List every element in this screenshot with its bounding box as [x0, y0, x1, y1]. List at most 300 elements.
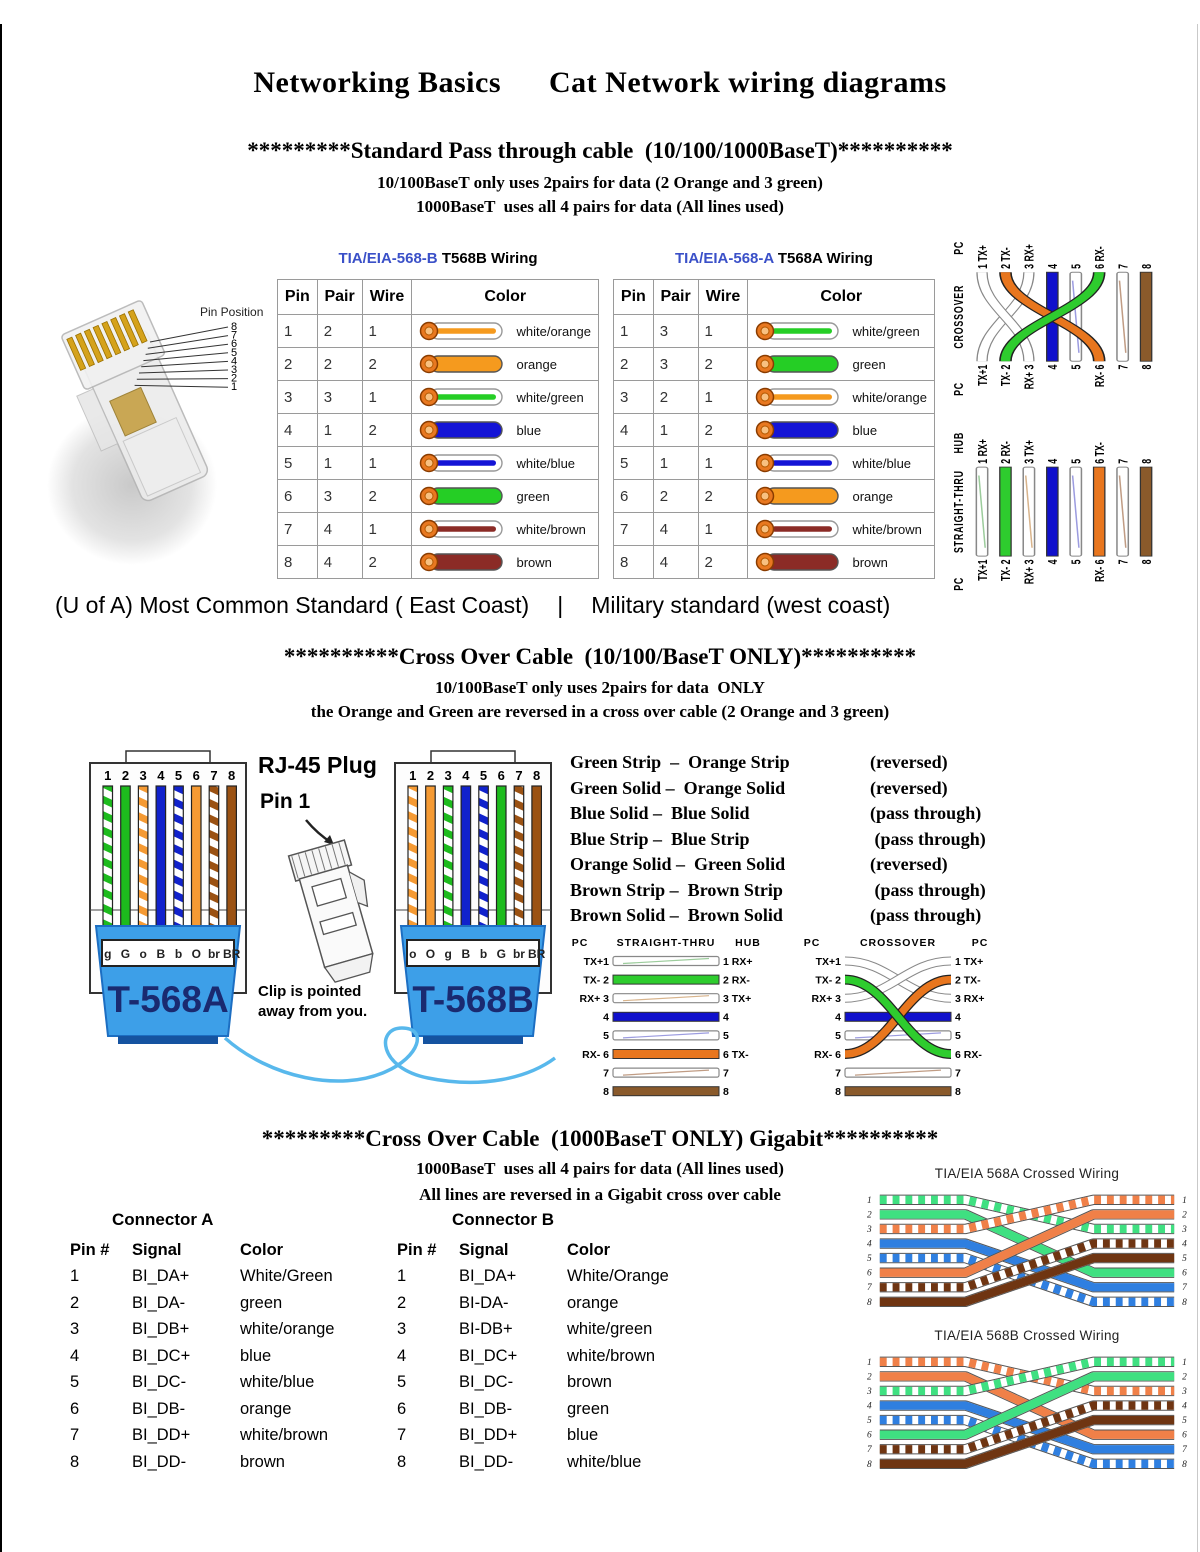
- svg-text:4: 4: [1046, 559, 1061, 565]
- svg-text:6 RX-: 6 RX-: [1093, 246, 1108, 269]
- pin-number: 2: [70, 1293, 80, 1312]
- column-header: Color: [748, 280, 935, 315]
- svg-text:2: 2: [867, 1372, 872, 1383]
- wire-color-capsule: [754, 485, 846, 507]
- svg-text:HUB: HUB: [735, 937, 761, 949]
- wiring-table-title: [277, 250, 599, 267]
- color-cell: [748, 381, 935, 414]
- signal-name: BI-DA-: [459, 1293, 509, 1312]
- table-cell: 2: [698, 480, 748, 513]
- table-cell: 3: [278, 381, 318, 414]
- column-header: Signal: [459, 1240, 509, 1259]
- t568a-wiring-table: [613, 250, 935, 579]
- svg-text:7: 7: [835, 1067, 841, 1080]
- svg-text:4: 4: [231, 355, 238, 368]
- wire-color-capsule: [418, 485, 510, 507]
- wire-color-capsule: [418, 353, 510, 375]
- mapping-note: (pass through): [870, 803, 982, 823]
- pin-number: 8: [70, 1452, 80, 1471]
- mapping-note: (reversed): [870, 777, 948, 798]
- svg-text:PC: PC: [952, 576, 967, 591]
- column-header: Pair: [653, 280, 698, 315]
- svg-text:TX- 2: TX- 2: [999, 559, 1014, 582]
- table-cell: 2: [653, 480, 698, 513]
- table-cell: 5: [278, 447, 318, 480]
- svg-text:8: 8: [955, 1086, 961, 1098]
- svg-text:PC: PC: [952, 240, 967, 255]
- table-row: [278, 348, 599, 381]
- svg-text:7: 7: [955, 1067, 961, 1080]
- section2-heading: **********Cross Over Cable (10/100/BaseT ONLY)**********: [283, 644, 917, 669]
- page-left-edge: [0, 24, 2, 1552]
- table-row: [614, 315, 935, 348]
- table-cell: 4: [317, 513, 362, 546]
- wire-color-label: blue: [516, 422, 542, 438]
- color-cell: [748, 348, 935, 381]
- svg-text:RX+ 3: RX+ 3: [1023, 559, 1038, 585]
- signal-name: BI_DD+: [459, 1426, 518, 1445]
- connector-table-row: [66, 1370, 386, 1397]
- svg-text:O: O: [191, 947, 201, 961]
- table-cell: 1: [362, 381, 412, 414]
- svg-text:6: 6: [1182, 1268, 1187, 1279]
- svg-text:2 TX-: 2 TX-: [999, 247, 1014, 269]
- section3-heading: *********Cross Over Cable (1000BaseT ONLY) Gigabit**********: [261, 1126, 939, 1151]
- pin1-label: Pin 1: [260, 790, 311, 813]
- color-cell: [748, 546, 935, 579]
- wire-color: White/Green: [240, 1267, 333, 1286]
- svg-text:7: 7: [723, 1067, 729, 1080]
- column-header: Color: [567, 1240, 611, 1259]
- svg-text:8: 8: [533, 768, 541, 783]
- svg-text:RX- 6: RX- 6: [814, 1048, 841, 1061]
- svg-text:4: 4: [1046, 263, 1061, 269]
- svg-text:br: br: [207, 947, 220, 961]
- wire-pair-mapping: Green Strip – Orange Strip: [570, 752, 790, 772]
- section3-sub2: All lines are reversed in a Gigabit cross over cable: [419, 1185, 781, 1204]
- wire-color: green: [240, 1293, 283, 1312]
- signal-name: BI-DB+: [459, 1320, 513, 1339]
- table-cell: 4: [317, 546, 362, 579]
- column-header: Pin: [278, 280, 318, 315]
- wire-color: white/orange: [240, 1320, 335, 1339]
- t568b-wiring-table: [277, 250, 599, 579]
- svg-text:2 RX-: 2 RX-: [723, 974, 750, 987]
- svg-text:1 TX+: 1 TX+: [955, 955, 984, 968]
- svg-text:2 RX-: 2 RX-: [999, 441, 1014, 464]
- svg-text:1 TX+: 1 TX+: [976, 245, 991, 269]
- signal-name: BI_DB-: [459, 1399, 513, 1418]
- table-cell: 2: [614, 348, 654, 381]
- svg-text:7: 7: [1182, 1445, 1187, 1456]
- table-cell: 3: [653, 348, 698, 381]
- svg-text:5: 5: [1069, 263, 1085, 269]
- pin-pair-wire-color-table: [277, 279, 599, 579]
- svg-text:5: 5: [867, 1416, 872, 1427]
- table-cell: 2: [362, 414, 412, 447]
- svg-text:8: 8: [867, 1459, 872, 1470]
- svg-text:br: br: [512, 947, 525, 961]
- wire-color-capsule: [754, 353, 846, 375]
- table-cell: 3: [317, 480, 362, 513]
- svg-text:8: 8: [1140, 559, 1155, 565]
- svg-text:5: 5: [835, 1030, 841, 1043]
- svg-text:6 TX-: 6 TX-: [723, 1048, 749, 1061]
- table-cell: 3: [653, 315, 698, 348]
- svg-text:4: 4: [1182, 1239, 1187, 1250]
- table-cell: 1: [698, 447, 748, 480]
- wire-color-capsule: [754, 320, 846, 342]
- connector-table-row: [393, 1396, 723, 1423]
- mapping-note: (pass through): [870, 828, 986, 849]
- table-cell: 2: [362, 480, 412, 513]
- svg-text:3: 3: [1182, 1224, 1187, 1235]
- table-row: [614, 414, 935, 447]
- svg-text:1 RX+: 1 RX+: [976, 438, 991, 464]
- signal-name: BI_DC+: [132, 1346, 191, 1365]
- rj45-plug-drawing: [278, 838, 388, 993]
- wiring-table-title: [613, 250, 935, 267]
- wire-color-label: blue: [852, 422, 878, 438]
- svg-text:RX- 6: RX- 6: [1093, 364, 1108, 388]
- column-header: Color: [412, 280, 599, 315]
- table-cell: 1: [317, 414, 362, 447]
- svg-text:RX+ 3: RX+ 3: [579, 993, 609, 1005]
- crossed-wiring-svg: [862, 1350, 1192, 1478]
- svg-text:5: 5: [723, 1030, 729, 1043]
- table-cell: 1: [698, 315, 748, 348]
- table-cell: 3: [317, 381, 362, 414]
- connector-table-row: [393, 1423, 723, 1450]
- svg-text:3 RX+: 3 RX+: [1023, 244, 1038, 269]
- table-cell: 2: [278, 348, 318, 381]
- column-header: Pin: [614, 280, 654, 315]
- svg-text:4: 4: [867, 1239, 872, 1250]
- svg-text:1: 1: [104, 768, 112, 783]
- pin-number: 6: [397, 1399, 407, 1418]
- column-header: Wire: [362, 280, 412, 315]
- wire-color-capsule: [418, 320, 510, 342]
- svg-text:5: 5: [479, 768, 488, 783]
- patch-cable-loop: [90, 1020, 570, 1105]
- pin-number: 4: [397, 1346, 407, 1365]
- table-row: [614, 513, 935, 546]
- table-cell: 2: [698, 348, 748, 381]
- svg-text:8: 8: [1140, 458, 1155, 464]
- svg-text:8: 8: [867, 1297, 872, 1308]
- svg-text:G: G: [120, 947, 131, 961]
- svg-text:5: 5: [1069, 559, 1085, 565]
- svg-text:6: 6: [867, 1430, 872, 1441]
- signal-name: BI_DC-: [132, 1373, 187, 1392]
- wire-color-label: green: [852, 356, 886, 372]
- table-cell: 1: [362, 315, 412, 348]
- wire-color: blue: [567, 1426, 599, 1445]
- connector-b-table: [393, 1237, 723, 1476]
- svg-text:g: g: [104, 947, 112, 961]
- svg-text:7: 7: [210, 768, 218, 783]
- connector-a-title: Connector A: [112, 1210, 214, 1229]
- wire-color-label: white/blue: [516, 455, 576, 471]
- mapping-row: [570, 803, 1040, 829]
- crossed-568b-title: TIA/EIA 568B Crossed Wiring: [934, 1328, 1120, 1343]
- svg-text:6 RX-: 6 RX-: [955, 1048, 982, 1061]
- svg-text:3 TX+: 3 TX+: [723, 993, 752, 1005]
- svg-text:7: 7: [1182, 1283, 1187, 1294]
- connector-table-row: [66, 1396, 386, 1423]
- connector-table-row: [66, 1264, 386, 1291]
- pin-number: 7: [70, 1426, 80, 1445]
- table-cell: 4: [278, 414, 318, 447]
- vertical-wiring-diagram: [948, 226, 1176, 606]
- column-header: Wire: [698, 280, 748, 315]
- svg-text:2: 2: [1182, 1372, 1187, 1383]
- signal-name: BI_DD-: [132, 1452, 187, 1471]
- pin-number: 7: [397, 1426, 407, 1445]
- page-right-edge: [1197, 24, 1198, 1552]
- svg-text:4: 4: [955, 1011, 961, 1024]
- table-cell: 8: [278, 546, 318, 579]
- svg-text:G: G: [496, 947, 506, 961]
- svg-text:TX- 2: TX- 2: [999, 364, 1014, 387]
- svg-text:Pin Position: Pin Position: [200, 305, 264, 319]
- table-cell: 1: [317, 447, 362, 480]
- page-title-left: Networking Basics: [253, 66, 502, 99]
- svg-text:RX+ 3: RX+ 3: [1023, 364, 1038, 390]
- svg-text:o: o: [409, 947, 417, 961]
- svg-text:1 RX+: 1 RX+: [723, 955, 753, 968]
- svg-text:PC: PC: [971, 937, 989, 949]
- column-header: Color: [240, 1240, 284, 1259]
- svg-text:8: 8: [1140, 364, 1155, 370]
- svg-text:4: 4: [723, 1011, 729, 1024]
- svg-text:3: 3: [867, 1386, 872, 1397]
- table-row: [614, 381, 935, 414]
- signal-name: BI_DC-: [459, 1373, 514, 1392]
- svg-text:7: 7: [1116, 364, 1131, 370]
- svg-text:4: 4: [1046, 364, 1061, 370]
- pin-number: 6: [70, 1399, 80, 1418]
- wire-color: white/brown: [567, 1346, 656, 1365]
- wire-color-label: white/green: [516, 389, 584, 405]
- wire-color-capsule: [418, 518, 510, 540]
- wire-color: brown: [567, 1373, 612, 1392]
- wiring-diagram-svg: [556, 934, 1006, 1114]
- color-cell: [748, 414, 935, 447]
- svg-text:7: 7: [231, 329, 238, 342]
- mapping-row: [570, 905, 1040, 931]
- table-cell: 1: [362, 513, 412, 546]
- svg-text:RX- 6: RX- 6: [582, 1048, 609, 1061]
- section1-heading: *********Standard Pass through cable (10/100/1000BaseT)**********: [247, 138, 953, 163]
- section3-sub1: 1000BaseT uses all 4 pairs for data (All lines used): [416, 1159, 784, 1178]
- svg-text:3: 3: [444, 768, 452, 783]
- svg-text:TX+1: TX+1: [976, 364, 991, 386]
- svg-text:1: 1: [231, 381, 238, 394]
- table-cell: 1: [614, 315, 654, 348]
- svg-text:7: 7: [1116, 458, 1131, 464]
- table-cell: 1: [698, 381, 748, 414]
- svg-text:6: 6: [867, 1268, 872, 1279]
- wire-color: orange: [240, 1399, 292, 1418]
- connector-b-title: Connector B: [452, 1210, 554, 1229]
- mapping-row: [570, 880, 1040, 906]
- svg-text:2: 2: [426, 768, 435, 783]
- section2-sub1: 10/100BaseT only uses 2pairs for data ONLY: [435, 678, 765, 697]
- table-cell: 2: [698, 414, 748, 447]
- svg-text:3 RX+: 3 RX+: [955, 993, 985, 1005]
- mapping-row: [570, 778, 1040, 804]
- table-row: [614, 546, 935, 579]
- pin-number: 5: [397, 1373, 407, 1392]
- svg-text:B: B: [461, 947, 471, 961]
- svg-text:HUB: HUB: [952, 431, 967, 454]
- wire-pair-mapping: Brown Solid – Brown Solid: [570, 905, 783, 925]
- svg-text:TX+1: TX+1: [976, 559, 991, 581]
- iso-plug-svg: [278, 838, 388, 988]
- wire-color: orange: [567, 1293, 619, 1312]
- signal-name: BI_DB-: [132, 1399, 186, 1418]
- color-cell: [412, 348, 599, 381]
- svg-text:TX+1: TX+1: [583, 955, 609, 968]
- svg-text:STRAIGHT-THRU: STRAIGHT-THRU: [616, 937, 716, 949]
- wire-pair-mapping: Blue Strip – Blue Strip: [570, 828, 750, 849]
- wire-color-capsule: [418, 452, 510, 474]
- caption-separator: |: [557, 592, 564, 618]
- svg-text:7: 7: [603, 1067, 609, 1080]
- wire-color-label: brown: [516, 554, 552, 570]
- signal-name: BI_DD-: [459, 1452, 514, 1471]
- svg-text:7: 7: [515, 768, 523, 783]
- wire-color-label: white/blue: [852, 455, 912, 471]
- table-cell: 1: [698, 513, 748, 546]
- svg-text:8: 8: [1140, 263, 1155, 269]
- column-header: Pair: [317, 280, 362, 315]
- wire-color: White/Orange: [567, 1267, 669, 1286]
- svg-text:3: 3: [1182, 1386, 1187, 1397]
- svg-text:2: 2: [1182, 1210, 1187, 1221]
- svg-text:TX+1: TX+1: [815, 955, 841, 968]
- table-cell: 1: [278, 315, 318, 348]
- pin-number: 5: [70, 1373, 80, 1392]
- svg-text:5: 5: [1182, 1254, 1187, 1265]
- svg-text:BR: BR: [527, 947, 546, 961]
- cable-svg: [90, 1020, 570, 1100]
- table-cell: 4: [653, 546, 698, 579]
- table-row: [614, 480, 935, 513]
- svg-text:5: 5: [1069, 364, 1085, 370]
- mapping-note: (pass through): [870, 905, 982, 925]
- svg-text:4: 4: [157, 768, 165, 783]
- svg-text:3: 3: [139, 768, 147, 783]
- svg-text:6: 6: [497, 768, 505, 783]
- table-cell: 2: [317, 348, 362, 381]
- signal-name: BI_DC+: [459, 1346, 518, 1365]
- svg-text:RX- 6: RX- 6: [1093, 559, 1108, 583]
- svg-text:5: 5: [1182, 1416, 1187, 1427]
- table-cell: 7: [614, 513, 654, 546]
- svg-text:3: 3: [231, 364, 238, 376]
- table-cell: 1: [362, 447, 412, 480]
- wire-color-capsule: [754, 386, 846, 408]
- caption-west-coast: Military standard (west coast): [591, 592, 891, 618]
- wire-color-capsule: [754, 518, 846, 540]
- clip-note-line2: away from you.: [258, 1003, 368, 1020]
- mapping-row: [570, 854, 1040, 880]
- wire-color-label: brown: [852, 554, 888, 570]
- table-row: [278, 513, 599, 546]
- svg-text:4: 4: [462, 768, 470, 783]
- svg-text:1: 1: [1182, 1357, 1187, 1368]
- connector-table-header: [393, 1237, 723, 1264]
- svg-text:8: 8: [1182, 1459, 1187, 1470]
- svg-text:PC: PC: [571, 937, 589, 949]
- wire-color: white/blue: [567, 1452, 642, 1471]
- svg-text:8: 8: [603, 1086, 609, 1098]
- svg-text:6: 6: [231, 338, 238, 351]
- svg-text:7: 7: [867, 1445, 872, 1456]
- wire-color-label: white/green: [852, 323, 920, 339]
- wiring-diagram-svg: [948, 226, 1175, 604]
- pin-number: 3: [397, 1320, 407, 1339]
- table-row: [278, 315, 599, 348]
- section1-sub1: 10/100BaseT only uses 2pairs for data (2 Orange and 3 green): [377, 173, 823, 192]
- svg-text:6: 6: [192, 768, 200, 783]
- table-cell: 2: [317, 315, 362, 348]
- color-cell: [748, 315, 935, 348]
- connector-table-row: [66, 1317, 386, 1344]
- svg-text:7: 7: [1116, 559, 1131, 565]
- straight-thru-crossover-diagram: [556, 934, 1006, 1119]
- svg-text:2: 2: [867, 1210, 872, 1221]
- color-cell: [412, 414, 599, 447]
- svg-text:BR: BR: [222, 947, 241, 961]
- section1-sub2: 1000BaseT uses all 4 pairs for data (All lines used): [416, 197, 784, 216]
- plug-diagram-svg: [88, 750, 248, 1050]
- t568b-plug-diagram: [393, 750, 553, 1055]
- pin-pair-wire-color-table: [613, 279, 935, 579]
- rj45-photo-svg: [32, 280, 272, 570]
- svg-text:5: 5: [231, 346, 238, 359]
- svg-text:4: 4: [603, 1011, 609, 1024]
- clip-note-line1: Clip is pointed: [258, 983, 362, 1000]
- svg-text:4: 4: [835, 1011, 841, 1024]
- svg-text:6 TX-: 6 TX-: [1093, 442, 1108, 464]
- connector-table-row: [66, 1343, 386, 1370]
- color-cell: [412, 381, 599, 414]
- svg-text:8: 8: [723, 1086, 729, 1098]
- pin-number: 8: [397, 1452, 407, 1471]
- pin-number: 4: [70, 1346, 80, 1365]
- wire-color-label: orange: [852, 488, 893, 504]
- wire-color-capsule: [754, 452, 846, 474]
- svg-text:1: 1: [1182, 1195, 1187, 1206]
- svg-text:PC: PC: [952, 381, 967, 396]
- table-cell: 4: [614, 414, 654, 447]
- wire-pair-mapping: Orange Solid – Green Solid: [570, 854, 786, 874]
- wiring-name: T568A Wiring: [777, 250, 873, 267]
- clip-note: [258, 982, 398, 1022]
- svg-text:2: 2: [121, 768, 130, 783]
- svg-text:5: 5: [603, 1030, 609, 1043]
- svg-text:1: 1: [409, 768, 417, 783]
- svg-text:5: 5: [867, 1254, 872, 1265]
- column-header: Pin #: [397, 1240, 437, 1259]
- table-cell: 2: [362, 348, 412, 381]
- mapping-note: (reversed): [870, 854, 948, 874]
- svg-text:CROSSOVER: CROSSOVER: [859, 937, 937, 949]
- color-cell: [748, 447, 935, 480]
